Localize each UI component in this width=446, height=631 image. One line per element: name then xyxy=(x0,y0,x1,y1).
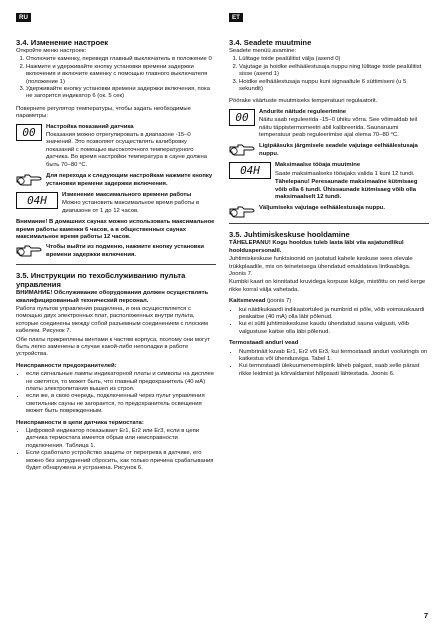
max-time-warning: Внимание! В домашних саунах можно использовать максимальное время работы каменки 6 часов, а в общественных саунах максимальное время работы 12 часов. xyxy=(16,219,215,240)
settings-step: 3. Удерживайте кнопку установки времени задержки включения, пока не загорится индикатор 6 (ок. 5 сек) xyxy=(26,86,216,101)
sensor-setting-text: Näitu saab reguleerida -15–0 ühiku võrra. See võimaldab teil näitu täppistermomeetri abil kalibreerida. Saunaruumi temperatuur peab reguleerimise ajal olema 70–80 °C. xyxy=(259,117,418,139)
next-setting-note xyxy=(229,143,429,159)
divider xyxy=(229,223,429,224)
list-item: • Если сработало устройство защиты от перегрева в датчике, его можно без затруднений сбросить, как только причина срабатывания будет обнаружена и устранена. Рисунок 6. xyxy=(26,450,216,472)
pointing-hand-icon xyxy=(16,173,42,187)
fuse-faults-list xyxy=(16,371,216,415)
list-item: • если сигнальные лампы индикаторной платы и символы на дисплее не светятся, то может быть, что главный предохранитель (40 мА) платы электропитания вышел из строя. xyxy=(26,371,216,393)
sensor-faults-list xyxy=(16,428,216,472)
max-time-block xyxy=(229,162,429,202)
max-time-title: Изменение максимального времени работы xyxy=(62,191,192,198)
settings-intro: Откройте меню настроек: xyxy=(16,48,87,54)
max-time-title: Maksimaalse tööaja muutmine xyxy=(275,162,361,169)
section-3-4-title: 3.4. Изменение настроек xyxy=(16,38,109,47)
settings-paragraph: Pöörake väärtuste muutmiseks temperatuuri regulaatorit. xyxy=(229,98,378,105)
column-ru xyxy=(16,26,216,473)
page-number: 7 xyxy=(424,611,429,620)
settings-step: 1. Lülitage toide pealülitist välja (asend 0) xyxy=(239,56,429,63)
fuse-faults-title: Kaitsmevead xyxy=(229,298,266,305)
settings-step: 1. Отключите каменку, переведя главный выключатель в положение 0 xyxy=(26,56,216,63)
pointing-hand-icon xyxy=(16,244,42,258)
maintenance-paragraph: Kumbki kaart on kinnitatud kruvidega korpuse külge, mistõttu on neid kerge rikke korral välja vahetada. xyxy=(229,279,426,293)
next-setting-text: Ligipääsuks järgmisele seadele vajutage eelhäälestusaja nuppu. xyxy=(259,143,418,157)
settings-steps xyxy=(16,56,216,100)
exit-note xyxy=(229,205,429,219)
settings-step: 3. Hoidke eelhäälestusaja nuppu kuni signaaltule 6 süttimiseni (u 5 sekundit) xyxy=(239,79,429,94)
lcd-display-icon: 04H xyxy=(16,192,58,209)
divider xyxy=(16,264,216,265)
max-time-block xyxy=(16,192,216,216)
maintenance-warning: TÄHELEPANU! Kogu hooldus tuleb lasta läbi viia asjatundlikul hoolduspersonalil. xyxy=(229,240,404,254)
language-label-ru: RU xyxy=(16,13,31,22)
lcd-display-icon: 04H xyxy=(229,162,271,179)
settings-intro: Seadete menüü avamine: xyxy=(229,48,297,54)
fuse-faults-heading xyxy=(229,298,429,305)
settings-step: 2. Vajutage ja hoidke eelhäälestusaja nuppu ning lülitage toide pealülitist sisse (asend 1) xyxy=(239,64,429,79)
exit-note xyxy=(16,244,216,260)
sensor-setting-block xyxy=(16,124,216,170)
pointing-hand-icon xyxy=(229,205,255,219)
section-3-5-title: 3.5. Juhtimiskeskuse hooldamine xyxy=(229,230,350,240)
list-item: • kui näidikukaardi indikaatortuled ja numbrid ei põle, võib voimsuskaardi peakaitse (40 mA) olla läbi põlenud. xyxy=(239,307,429,322)
fuse-faults-list xyxy=(229,307,429,337)
max-time-text: Saate maksimaalseks tööajaks valida 1 kuni 12 tundi. xyxy=(275,170,415,177)
sensor-setting-block xyxy=(229,109,429,141)
settings-step: 2. Нажмите и удерживайте кнопку установки времени задержки включения и включите каменку с помощью главного выключателя (положение 1) xyxy=(26,64,216,86)
list-item: • если же, в свою очередь, подключенный через пульт управления светильник сауны не загорается, то предохранитель освещения может быть поврежденным. xyxy=(26,393,216,415)
maintenance-paragraph: Juhtimiskeskuse funktsioonid on jaotatud kahele keskuse sees olevale trükkplaadile, mis on teineteisega ühendatud emaldatava lintkaabliga. Joonis 7. xyxy=(229,256,413,277)
sensor-setting-text: Показания можно отрегулировать в диапазоне -15–0 значений. Это позволяет осуществлять калибровку показаний с помощью высокоточного температурного датчика. Во время настройки температура в сауне должна быть 70–80 °C. xyxy=(46,132,208,168)
column-et xyxy=(229,26,429,378)
list-item: • kui ei sütti juhtimiskeskuse kaudu ühendatud sauna valgusti, võib valgustuse kaitse olla läbi põlenud. xyxy=(239,321,429,336)
maintenance-warning: ВНИМАНИЕ! Обслуживание оборудования должен осуществлять квалифицированный технический персонал. xyxy=(16,290,209,304)
list-item: • Цифровой индикатор показывает Er1, Er2 или Er3, если в цепи датчика термостата имеется обрыв или неисправности подключения. Таблица 1. xyxy=(26,428,216,450)
sensor-setting-title: Настройка показаний датчика xyxy=(46,123,134,130)
fuse-faults-title: Неисправности предохранителей: xyxy=(16,362,117,369)
next-setting-note xyxy=(16,173,216,189)
maintenance-paragraph: Обе платы прикреплены винтами к частям корпуса, поэтому они могут быть легко заменены в случае какой-либо неполадки в работе устройства. xyxy=(16,336,210,358)
list-item: • Kui termostaadi ülekuumenemispiirik läheb palgast, saab selle pärast rikke leidmist ja kõrvaldamist hõlpsasti lähtestada. Joonis 6. xyxy=(239,363,429,378)
settings-steps xyxy=(229,56,429,93)
fuse-faults-ref: (joonis 7) xyxy=(267,298,292,305)
section-3-4-title: 3.4. Seadete muutmine xyxy=(229,38,312,47)
language-label-et: ET xyxy=(229,13,243,22)
sensor-setting-title: Andurite näitude reguleerimine xyxy=(259,108,347,115)
next-setting-text: Для перехода к следующим настройкам нажмите кнопку установки времени задержки включения. xyxy=(46,173,213,187)
sensor-faults-title: Termostaadi anduri vead xyxy=(229,340,299,347)
settings-paragraph: Поверните регулятор температуры, чтобы задать необходимые параметры: xyxy=(16,105,191,120)
lcd-display-icon: 00 xyxy=(229,109,255,126)
sensor-faults-list xyxy=(229,349,429,379)
maintenance-paragraph: Работа пультов управления разделена, и она осуществляется с помощью двух электронных плат, расположенных внутри пульта, которые соединены между собой разъемным соединением с плоским кабелем. Рисунок 7. xyxy=(16,305,208,335)
lcd-display-icon: 00 xyxy=(16,124,42,141)
sensor-faults-title: Неисправности в цепи датчика термостата: xyxy=(16,419,144,426)
max-time-warning: Tähelepanu! Peresaunade maksimaalne kütmisaeg võib olla 6 tundi. Ühissaunade kütmisaeg võib olla maksimaalselt 12 tundi. xyxy=(275,179,418,200)
max-time-text: Можно установить максимальное время работы в диапазоне от 1 до 12 часов. xyxy=(62,200,200,214)
exit-note-text: Чтобы выйти из подменю, нажмите кнопку установки времени задержки включения. xyxy=(46,244,204,258)
pointing-hand-icon xyxy=(229,143,255,157)
list-item: • Numbrinäit kuvab Er1, Er2 või Er3, kui termostaadi anduri vooluringis on katkestus või ühendusviga. Tabel 1. xyxy=(239,349,429,364)
exit-note-text: Väljumiseks vajutage eelhäälestusaja nuppu. xyxy=(259,205,386,212)
section-3-5-title: 3.5. Инструкции по техобслуживанию пульта управления xyxy=(16,271,186,290)
